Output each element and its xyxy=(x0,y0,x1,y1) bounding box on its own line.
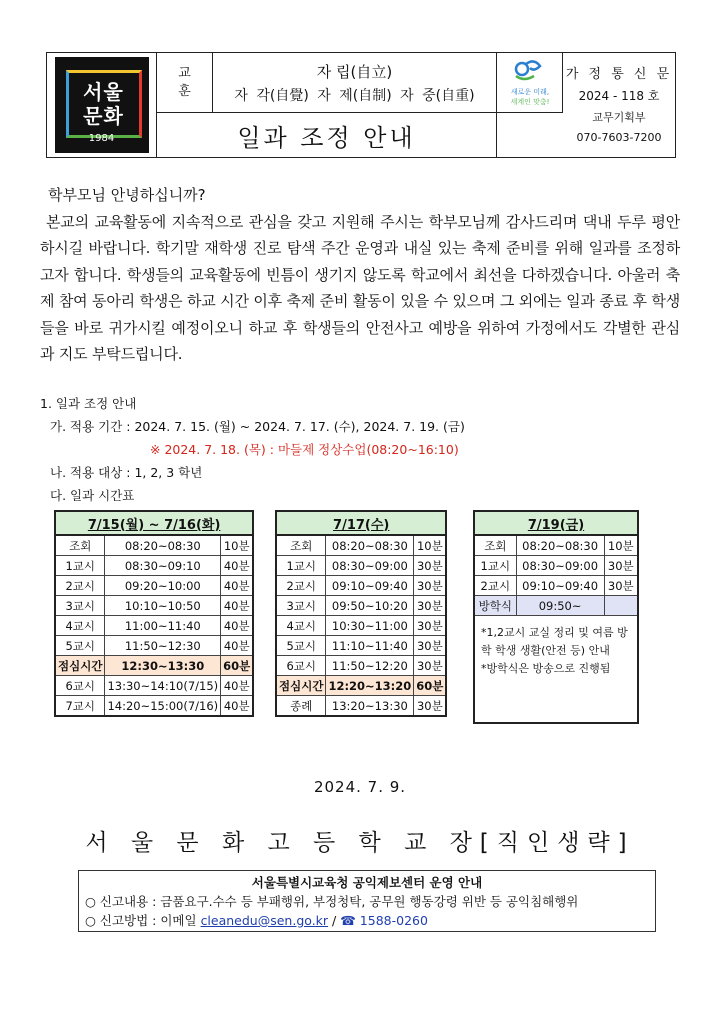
report-method: ○ 신고방법 : 이메일 cleanedu@sen.go.kr / ☎ 1588-0260 xyxy=(85,913,428,928)
table-cell: 40분 xyxy=(221,556,254,576)
principal-signature: 서 울 문 화 고 등 학 교 장[직인생략] xyxy=(85,830,635,856)
timetable-jul17 xyxy=(275,510,447,717)
report-title: 서울특별시교육청 공익제보센터 운영 안내 xyxy=(251,875,483,890)
lunch-row xyxy=(276,676,446,696)
table-cell: 1교시 xyxy=(55,556,105,576)
table-cell: 5교시 xyxy=(55,636,105,656)
table-cell: 10분 xyxy=(604,535,638,556)
school-logo-cell xyxy=(47,53,157,157)
report-content: ○ 신고내용 : 금품요구.수수 등 부패행위, 부정청탁, 공무원 행동강령 위반 등 공익침해행위 xyxy=(85,894,579,909)
education-office-emblem-cell xyxy=(497,53,563,113)
table-cell: 12:30~13:30 xyxy=(105,656,221,676)
application-period: 가. 적용 기간 : 2024. 7. 15. (월) ~ 2024. 7. 17. (수), 2024. 7. 19. (금) xyxy=(50,419,465,434)
table-row xyxy=(55,676,253,696)
department: 교무기획부 xyxy=(592,111,646,124)
table-row xyxy=(55,596,253,616)
table-cell: 1교시 xyxy=(276,556,326,576)
table-cell: 08:30~09:10 xyxy=(105,556,221,576)
table-cell: 10:10~10:50 xyxy=(105,596,221,616)
table-cell: 40분 xyxy=(221,676,254,696)
contact-phone: 070-7603-7200 xyxy=(576,131,662,144)
table-cell: 40분 xyxy=(221,616,254,636)
newsletter-info xyxy=(563,53,675,157)
table-row xyxy=(276,656,446,676)
table-cell: 11:10~11:40 xyxy=(326,636,414,656)
table-row xyxy=(276,636,446,656)
table-cell: 09:50~ xyxy=(516,596,604,616)
greeting: 학부모님 안녕하십니까? xyxy=(48,186,206,204)
table-cell: 14:20~15:00(7/16) xyxy=(105,696,221,717)
table-cell: 11:50~12:20 xyxy=(326,656,414,676)
table-cell: 30분 xyxy=(414,576,447,596)
festival-note: ※ 2024. 7. 18. (목) : 마들제 정상수업(08:20~16:10) xyxy=(150,442,459,457)
table-cell: 30분 xyxy=(604,556,638,576)
table-cell: 30분 xyxy=(604,576,638,596)
table-cell: 40분 xyxy=(221,596,254,616)
table-row xyxy=(276,596,446,616)
table-cell: 40분 xyxy=(221,696,254,717)
lunch-row xyxy=(55,656,253,676)
table-cell: 4교시 xyxy=(55,616,105,636)
table-cell: 2교시 xyxy=(55,576,105,596)
table-cell: 조회 xyxy=(55,535,105,556)
timetable-jul15-16 xyxy=(54,510,254,717)
table-row xyxy=(276,556,446,576)
table-cell: 2교시 xyxy=(474,576,516,596)
report-phone: 1588-0260 xyxy=(359,913,428,928)
newsletter-number: 2024 - 118 호 xyxy=(578,89,660,103)
logo-year: 1984 xyxy=(88,133,115,144)
table-cell: 40분 xyxy=(221,576,254,596)
education-office-emblem-icon xyxy=(500,56,560,110)
logo-line-2: 문화 xyxy=(83,104,124,128)
table-cell: 30분 xyxy=(414,556,447,576)
logo-line-1: 서울 xyxy=(83,80,124,104)
table-cell: 08:20~08:30 xyxy=(105,535,221,556)
table-row xyxy=(55,696,253,717)
table-cell: 08:20~08:30 xyxy=(326,535,414,556)
table-cell: 08:20~08:30 xyxy=(516,535,604,556)
table-cell: 1교시 xyxy=(474,556,516,576)
table-cell xyxy=(604,596,638,616)
application-target: 나. 적용 대상 : 1, 2, 3 학년 xyxy=(50,465,203,480)
table-cell: 4교시 xyxy=(276,616,326,636)
schedule-section xyxy=(40,392,690,507)
table-cell: 13:20~13:30 xyxy=(326,696,414,717)
motto-sub-text: 자 각(自覺) 자 제(自制) 자 중(自重) xyxy=(234,88,475,104)
table-row xyxy=(474,576,638,596)
phone-icon: ☎ xyxy=(340,913,356,928)
table-cell: 30분 xyxy=(414,616,447,636)
table-row xyxy=(276,576,446,596)
table-cell: 점심시간 xyxy=(55,656,105,676)
table-cell: 11:50~12:30 xyxy=(105,636,221,656)
table-cell: 5교시 xyxy=(276,636,326,656)
whistleblower-center-box xyxy=(78,870,656,932)
table-title: 7/17(수) xyxy=(276,511,446,535)
timetable-heading: 다. 일과 시간표 xyxy=(50,488,135,503)
table-row xyxy=(474,535,638,556)
section-heading: 1. 일과 조정 안내 xyxy=(40,396,137,411)
svg-text:새로운 미래,: 새로운 미래, xyxy=(510,87,549,96)
table-cell: 조회 xyxy=(276,535,326,556)
table-row xyxy=(55,616,253,636)
table-cell: 60분 xyxy=(414,676,447,696)
table-cell: 30분 xyxy=(414,596,447,616)
timetable-jul19 xyxy=(473,510,639,724)
table-cell: 2교시 xyxy=(276,576,326,596)
closing-ceremony-row xyxy=(474,596,638,616)
table-cell: 08:30~09:00 xyxy=(516,556,604,576)
intro-text xyxy=(40,182,680,368)
table-cell: 30분 xyxy=(414,636,447,656)
issue-date: 2024. 7. 9. xyxy=(313,778,407,796)
table-cell: 3교시 xyxy=(55,596,105,616)
table-cell: 13:30~14:10(7/15) xyxy=(105,676,221,696)
table-notes: *1,2교시 교실 정리 및 여름 방학 학생 생활(안전 등) 안내 *방학식은 방송으로 진행됨 xyxy=(474,616,638,724)
school-motto xyxy=(213,53,497,113)
table-cell: 7교시 xyxy=(55,696,105,717)
table-cell: 6교시 xyxy=(55,676,105,696)
table-cell: 09:50~10:20 xyxy=(326,596,414,616)
school-logo xyxy=(55,57,149,153)
table-cell: 3교시 xyxy=(276,596,326,616)
table-row xyxy=(474,556,638,576)
table-cell: 60분 xyxy=(221,656,254,676)
table-cell: 30분 xyxy=(414,696,447,717)
table-cell: 09:20~10:00 xyxy=(105,576,221,596)
motto-main-text: 자 립(自立) xyxy=(316,63,393,81)
table-cell: 점심시간 xyxy=(276,676,326,696)
table-cell: 6교시 xyxy=(276,656,326,676)
document-title: 일과 조정 안내 xyxy=(157,113,497,157)
table-cell: 09:10~09:40 xyxy=(516,576,604,596)
table-cell: 10:30~11:00 xyxy=(326,616,414,636)
table-row xyxy=(276,616,446,636)
intro-paragraph: 본교의 교육활동에 지속적으로 관심을 갖고 지원해 주시는 학부모님께 감사드리며 댁내 두루 평안하시길 바랍니다. 학기말 재학생 진로 탐색 주간 운영과 내실 있는 축제 준비를 위해 일과를 조정하고자 합니다. 학생들의 교육활동에 빈틈이 생기지 않도록 학교에서 최선을 다하겠습니다. 아울러 축제 참여 동아리 학생은 하교 시간 이후 축제 준비 활동이 있을 수 있으며 그 외에는 일과 종료 후 학생들을 바로 귀가시킬 예정이오니 하교 후 학생들의 안전사고 예방을 위하여 가정에서도 각별한 관심과 지도 부탁드립니다. xyxy=(40,212,680,363)
table-row xyxy=(55,636,253,656)
table-row xyxy=(276,696,446,717)
newsletter-header xyxy=(46,52,676,158)
table-cell: 10분 xyxy=(414,535,447,556)
table-row xyxy=(276,535,446,556)
table-cell: 방학식 xyxy=(474,596,516,616)
svg-text:세계인 맞춤!: 세계인 맞춤! xyxy=(510,97,549,106)
table-cell: 10분 xyxy=(221,535,254,556)
table-cell: 40분 xyxy=(221,636,254,656)
motto-label: 교 훈 xyxy=(157,53,213,113)
table-title: 7/19(금) xyxy=(474,511,638,535)
table-cell: 조회 xyxy=(474,535,516,556)
table-cell: 12:20~13:20 xyxy=(326,676,414,696)
table-row xyxy=(55,535,253,556)
table-row xyxy=(55,576,253,596)
table-row xyxy=(55,556,253,576)
table-title: 7/15(월) ~ 7/16(화) xyxy=(55,511,253,535)
newsletter-title: 가 정 통 신 문 xyxy=(565,67,673,82)
table-cell: 09:10~09:40 xyxy=(326,576,414,596)
table-cell: 08:30~09:00 xyxy=(326,556,414,576)
table-cell: 11:00~11:40 xyxy=(105,616,221,636)
report-email-link[interactable]: cleanedu@sen.go.kr xyxy=(200,913,329,928)
table-cell: 30분 xyxy=(414,656,447,676)
notes-row xyxy=(474,616,638,724)
table-cell: 종례 xyxy=(276,696,326,717)
